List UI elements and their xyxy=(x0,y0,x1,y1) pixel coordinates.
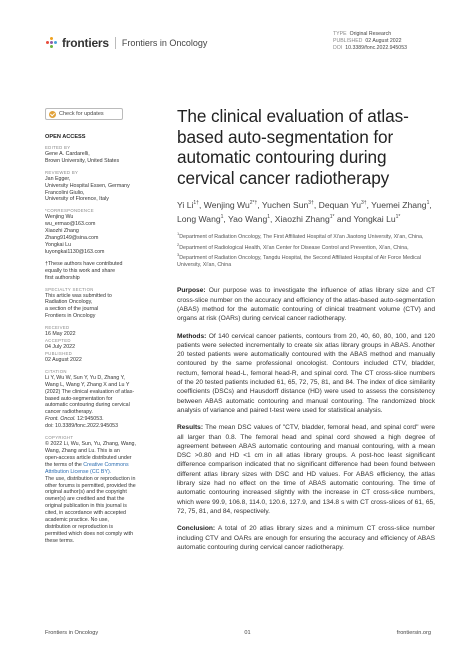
footer-journal: Frontiers in Oncology xyxy=(45,630,99,636)
author[interactable]: Yi $Li^{1\dagger}$ xyxy=(177,199,199,210)
author[interactable]: Yuemei Zhang$^1$ xyxy=(371,199,430,210)
email-link[interactable]: luyongkai1130@163.com xyxy=(45,248,105,255)
equal-contribution-note: †These authors have contributed equally to this work and share first authorship xyxy=(45,260,123,281)
email-link[interactable]: Zhang9149@sina.com xyxy=(45,235,99,242)
logo-divider xyxy=(115,37,116,49)
meta-published: PUBLISHED 02 August 2022 xyxy=(333,38,402,45)
reviewed-by-section: REVIEWED BY Jan Egger, University Hospital Essen, Germany Francolini Giulio, University of Florence, Italy xyxy=(45,169,130,203)
open-access-label: OPEN ACCESS xyxy=(45,134,86,140)
citation-section: CITATION Li Y, Wu W, Sun Y, Yu D, Zhang Y, Wang L, Wang Y, Zhang X and Lu Y (2022) The clinical evaluation of atlas- based auto-segmentation for automatic contouring during cervical cancer radiotherapy. Front. Oncol. 12:945053. doi: 10.3389/fonc.2022.945053 xyxy=(45,369,163,430)
article-main xyxy=(177,106,435,560)
page-header xyxy=(0,0,474,58)
cc-license-link[interactable]: Creative Commons xyxy=(83,461,129,468)
citation-doi-link[interactable]: doi: 10.3389/fonc.2022.945053 xyxy=(45,423,119,430)
copyright-section: COPYRIGHT © 2022 Li, Wu, Sun, Yu, Zhang, Wang, Wang, Zhang and Lu. This is an open-access article distributed under the terms of the Creative Commons Attribution License (CC BY). The use, distribution or reproduction in other forums is permitted, provided the original author(s) and the copyright owner(s) are credited and that the original publication in this journal is cited, in accordance with accepted academic practice. No use, distribution or reproduction is permitted which does not comply with these terms. xyxy=(45,435,163,545)
page-footer xyxy=(45,630,431,636)
author[interactable]: Yao Wang$^1$ xyxy=(228,214,270,225)
journal-link[interactable]: Frontiers in Oncology xyxy=(121,38,208,48)
sidebar xyxy=(45,108,163,550)
edited-by-section: EDITED BY Gene A. Cardarelli, Brown University, United States xyxy=(45,144,120,164)
correspondence-section: *CORRESPONDENCE Wenjing Wu wu_ermao@163.com Xiaozhi Zhang Zhang9149@sina.com Yongkai Lu luyongkai1130@163.com xyxy=(45,208,163,255)
email-link[interactable]: wu_ermao@163.com xyxy=(45,221,96,228)
check-for-updates-label: Check for updates xyxy=(59,110,104,117)
affiliations: $^1$Department of Radiation Oncology, The First Affiliated Hospital of Xi'an Jiaotong University, Xi'an, China, $^2$Department of Radiological Health, Xi'an Center for Disease Control and Prevention, Xi'an, China, $^3$Department of Radiation Oncology, Tangdu Hospital, the Second Affiliated Hospital of Air Force Medical University, Xi'an, China xyxy=(177,230,424,269)
author[interactable]: Xiaozhi Zhang$^{1*}$ xyxy=(274,214,335,225)
abstract-conclusion: Conclusion: A total of 20 atlas library sizes and a minimum CT cross-slice number including CTV and OARs are enough for ensuring the accuracy and efficiency of ABAS automatic contouring during cervical cancer radiotherapy. xyxy=(177,525,436,551)
author[interactable]: Yuchen Sun$^{3\dagger}$ xyxy=(261,199,314,210)
meta-doi: DOI 10.3389/fonc.2022.945053 xyxy=(333,45,407,52)
frontiers-logo[interactable] xyxy=(46,36,207,50)
page-number: 01 xyxy=(244,630,251,636)
abstract-purpose: Purpose: Our purpose was to investigate the influence of atlas library size and CT cross-slice number on the accuracy and efficiency of the atlas-based auto-segmentation (ABAS) method for the automatic contouring of clinical treatment volume (CTV) and organs at risk (OARs) during cervical cancer radiotherapy. xyxy=(177,287,435,323)
author[interactable]: Wenjing $Wu^{2*\dagger}$ xyxy=(203,199,258,210)
article-meta xyxy=(333,31,407,53)
abstract-methods: Methods: Of 140 cervical cancer patients, contours from 20, 40, 60, 80, 100, and 120 patients were selected incrementally to create six atlas library groups in ABAS. Another 20 tested patients were automatically contoured with the ABAS method and manually contoured by the same professional oncologist. Contours included CTV, bladder, rectum, femoral head-L, femoral head-R, and spinal cord. The CT cross-slice numbers of the 20 tested patients included 61, 65, 72, 75, 81, and 84. The index of dice similarity coefficients (DSCs) and Hausdorff distance (HD) were used to assess the consistency between ABAS automatic contouring and manual contouring. The randomized block analysis of variance and paired t-test were used for statistical analysis. xyxy=(177,332,435,414)
abstract-results: Results: The mean DSC values of "CTV, bladder, femoral head, and spinal cord" were all larger than 0.8. The femoral head and spinal cord showed a high degree of agreement between ABAS automatic contouring and manual contouring, with a mean DSC >0.80 and HD <1 cm in all atlas library groups. A post-hoc least significant difference comparison indicated that no significant difference had been found between different atlas library sizes with DSC and HD values. For ABAS efficiency, the atlas library size had no effect on the time of ABAS automatic contouring. The time of automatic contouring increased slightly with the increase in CT cross-slice numbers, which were 99.9, 106.8, 114.0, 120.6, 127.9, and 134.8 s with CT cross-slices of 61, 65, 72, 75, 81, and 84, respectively. xyxy=(177,424,435,515)
check-badge-icon xyxy=(49,111,56,118)
abstract xyxy=(177,286,435,552)
footer-site-link[interactable]: frontiersin.org xyxy=(396,630,431,636)
meta-type: TYPE Original Research xyxy=(333,31,392,37)
frontiers-logo-icon xyxy=(46,37,58,49)
article-title: The clinical evaluation of atlas-based auto-segmentation for automatic contouring during cervical cancer radiotherapy xyxy=(177,106,409,188)
dates-section: RECEIVED 16 May 2022 ACCEPTED 04 July 2022 PUBLISHED 02 August 2022 xyxy=(45,325,82,363)
specialty-section: SPECIALTY SECTION This article was submitted to Radiation Oncology, a section of the journal Frontiers in Oncology xyxy=(45,286,112,320)
cc-license-link[interactable]: Attribution License (CC BY). xyxy=(45,468,112,475)
author-list: Yi $Li^{1\dagger}$, Wenjing $Wu^{2*\dagger}$, Yuchen Sun$^{3\dagger}$, Dequan $Yu^{3\dagger}$, Yuemei Zhang$^1$, Long Wang$^1$, Yao Wang$^1$, Xiaozhi Zhang$^{1*}$ and Yongkai $Lu^{1*}$ xyxy=(177,199,432,225)
author[interactable]: Yongkai $Lu^{1*}$ xyxy=(353,214,401,225)
logo-text: frontiers xyxy=(62,36,109,50)
author[interactable]: Dequan $Yu^{3\dagger}$ xyxy=(318,199,367,210)
author[interactable]: Long Wang$^1$ xyxy=(177,214,224,225)
check-for-updates-button[interactable] xyxy=(45,108,123,120)
